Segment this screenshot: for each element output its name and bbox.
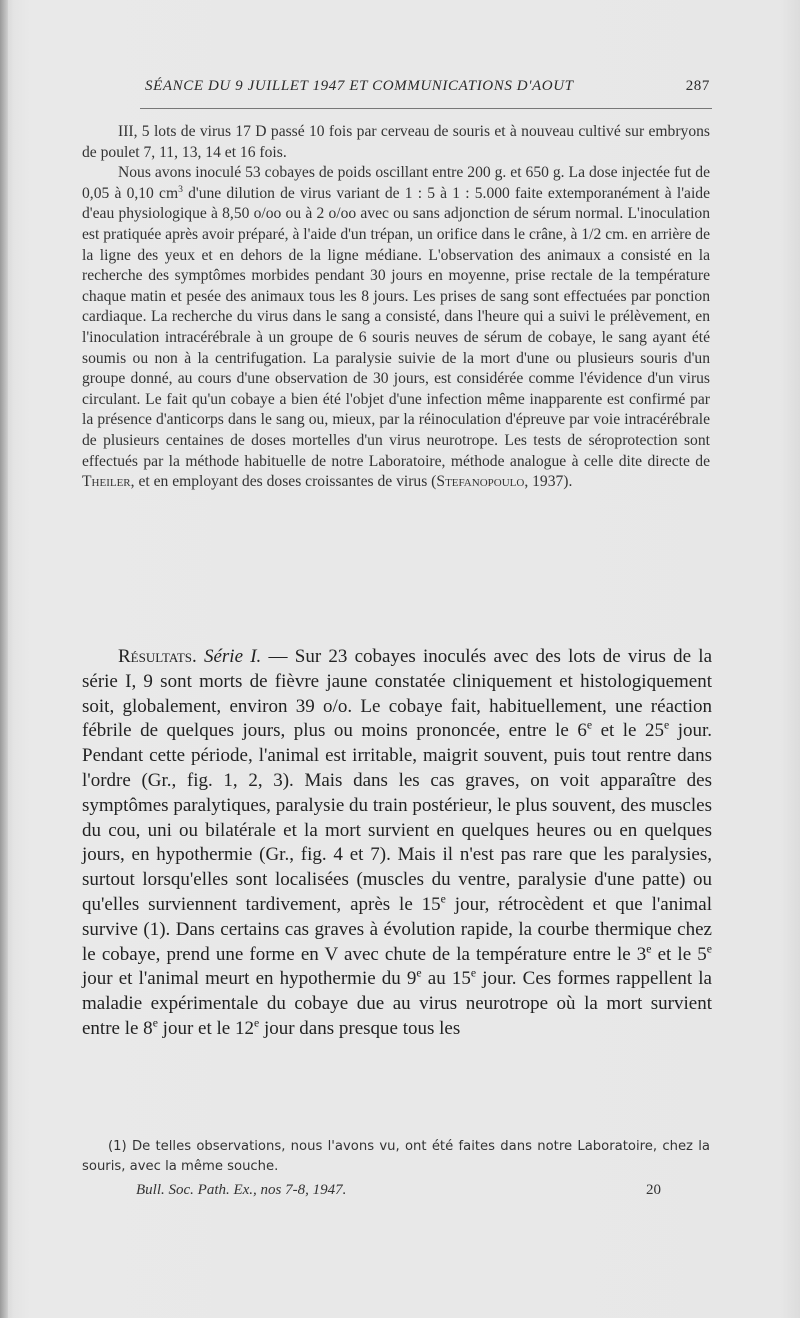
methods-section xyxy=(82,122,710,493)
author-name-theiler: Theiler xyxy=(82,473,131,491)
methods-paragraph-2: Nous avons inoculé 53 cobayes de poids oscillant entre 200 g. et 650 g. La dose injectée fut de 0,05 à 0,10 $cm^3$ d'une dilution de virus variant de 1 : 5 à 1 : 5.000 faite extemporanément à l'aide d'eau physiologique à 8,50 o/oo ou à 2 o/oo avec ou sans adjonction de sérum normal. L'inoculation est pratiquée après avoir préparé, à l'aide d'un trépan, un orifice dans le crâne, à 1/2 cm. en arrière de la ligne des yeux et en dehors de la ligne médiane. L'observation des animaux a consisté en la recherche des symptômes morbides pendant 30 jours en moyenne, prise rectale de la température chaque matin et pesée des animaux tous les 8 jours. Les prises de sang sont effectuées par ponction cardiaque. La recherche du virus dans le sang a consisté, dans l'heure qui a suivi le prélèvement, en l'inoculation intracérébrale à un groupe de 6 souris neuves de sérum de cobaye, le sang ayant été soumis ou non à la centrifugation. La paralysie suivie de la mort d'une ou plusieurs souris d'un groupe donné, au cours d'une observation de 30 jours, est considérée comme l'évidence d'un virus circulant. Le fait qu'un cobaye a bien été l'objet d'une infection même inapparente est confirmé par la présence d'anticorps dans le sang ou, mieux, par la réinoculation d'épreuve par voie intracérébrale de plusieurs centaines de doses mortelles d'un virus neurotrope. Les tests de séroprotection sont effectués par la méthode habituelle de notre Laboratoire, méthode analogue à celle dite directe de Theiler, et en employant des doses croissantes de virus (Stefanopoulo, 1937). xyxy=(82,164,710,491)
footnote-text: (1) De telles observations, nous l'avons vu, ont été faites dans notre Laboratoire, chez la souris, avec la même souche. xyxy=(82,1139,710,1174)
page-number: 287 xyxy=(685,78,710,94)
results-heading: Résultats xyxy=(118,646,192,667)
page-spine-shadow xyxy=(0,0,8,1318)
running-header xyxy=(145,78,710,104)
results-section xyxy=(82,645,712,1042)
footnote xyxy=(82,1137,710,1177)
header-rule xyxy=(140,108,712,109)
results-paragraph: Résultats. Série I. — Sur 23 cobayes inoculés avec des lots de virus de la série I, 9 sont morts de fièvre jaune constatée cliniquement et histologiquement soit, globalement, environ 39 o/o. Le cobaye fait, habituellement, une réaction fébrile de quelques jours, plus ou moins prononcée, entre le 6e et le 25e jour. Pendant cette période, l'animal est irritable, maigrit souvent, puis tout rentre dans l'ordre (Gr., fig. 1, 2, 3). Mais dans les cas graves, on voit apparaître des symptômes paralytiques, paralysie du train postérieur, le plus souvent, des muscles du cou, uni ou bilatérale et la mort survient en quelques heures ou en quelques jours, en hypothermie (Gr., fig. 4 et 7). Mais il n'est pas rare que les paralysies, surtout lorsqu'elles sont localisées (muscles du ventre, paralysie d'une patte) ou qu'elles surviennent tardivement, après le 15e jour, rétrocèdent et que l'animal survive (1). Dans certains cas graves à évolution rapide, la courbe thermique chez le cobaye, prend une forme en V avec chute de la température entre le 3e et le 5e jour et l'animal meurt en hypothermie du 9e au 15e jour. Ces formes rappellent la maladie expérimentale du cobaye due au virus neurotrope où la mort survient entre le 8e jour et le 12e jour dans presque tous les xyxy=(82,646,712,1039)
methods-paragraph-1: III, 5 lots de virus 17 D passé 10 fois par cerveau de souris et à nouveau cultivé sur embryons de poulet 7, 11, 13, 14 et 16 fois. xyxy=(82,123,710,161)
signature-mark: 20 xyxy=(646,1182,661,1198)
series-label: Série I. xyxy=(203,646,262,667)
running-title: SÉANCE DU 9 JUILLET 1947 ET COMMUNICATIONS D'AOUT xyxy=(145,78,574,94)
page-footer xyxy=(136,1182,661,1204)
journal-reference: Bull. Soc. Path. Ex., nos 7-8, 1947. xyxy=(136,1182,347,1198)
author-name-stefanopoulo: Stefanopoulo xyxy=(436,473,525,491)
